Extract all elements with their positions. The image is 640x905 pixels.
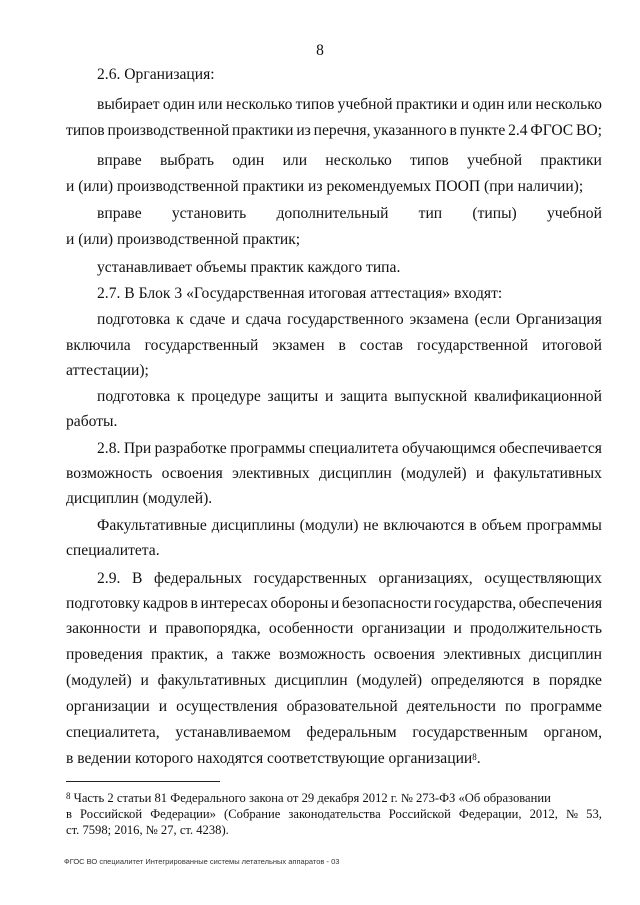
word: Российской: [80, 807, 143, 821]
word: и: [231, 311, 240, 328]
word: типов: [295, 96, 335, 113]
word: вправе: [97, 152, 142, 169]
word: организации: [361, 620, 446, 637]
paragraph-line: [66, 671, 602, 691]
paragraph-line: [97, 151, 602, 171]
word: освоения: [161, 465, 223, 482]
word: 53,: [586, 807, 602, 821]
word: защита: [340, 388, 388, 405]
word: учебной: [546, 205, 602, 222]
paragraph-line: устанавливает объемы практик каждого типа.: [97, 259, 401, 276]
word: государства,: [434, 595, 517, 612]
word: дисциплин: [529, 646, 602, 663]
word: и: [140, 672, 149, 689]
paragraph-line: дисциплин (модулей).: [66, 490, 213, 507]
word: практики: [395, 96, 458, 113]
footnote-text: Часть 2 статьи 81 Федерального закона от 29 декабря 2012 г. № 273-ФЗ «Об образовании: [70, 791, 551, 805]
word: Федерации»: [150, 807, 216, 821]
paragraph-line: [97, 310, 602, 330]
word: устанавливаемом: [175, 724, 291, 741]
word: интересах: [200, 595, 268, 612]
word: дисциплин: [274, 672, 348, 689]
word: несколько: [225, 96, 293, 113]
word: включила: [66, 337, 131, 354]
page-footer: ФГОС ВО специалитет Интегрированные системы летательных аппаратов - 03: [64, 857, 340, 866]
word: определяются: [430, 672, 524, 689]
word: программе: [530, 698, 602, 715]
word: в: [338, 337, 346, 354]
word: один: [232, 152, 265, 169]
word: особенности: [268, 620, 354, 637]
word: безопасности: [341, 595, 432, 612]
word: и: [475, 465, 485, 482]
word: элективных: [232, 465, 310, 482]
word: дисциплин: [318, 465, 392, 482]
word: государственного: [287, 311, 404, 328]
word: деятельности: [406, 698, 497, 715]
word: осуществления: [176, 698, 278, 715]
paragraph-line: [66, 336, 602, 356]
word: освоения: [373, 646, 435, 663]
word: тип: [418, 205, 443, 222]
word: ФГОС: [530, 122, 574, 139]
word: указанного: [373, 122, 447, 139]
paragraph-line: и (или) производственной практик;: [66, 231, 301, 248]
word: производственной: [107, 122, 230, 139]
word: или: [198, 96, 223, 113]
word: Факультативные: [97, 517, 207, 534]
paragraph-line: и (или) производственной практики из рекомендуемых ПООП (при наличии);: [66, 178, 584, 195]
word: практики: [540, 152, 602, 169]
word: 2.4: [508, 122, 528, 139]
word: разработке: [154, 440, 227, 457]
word: объем: [481, 517, 522, 534]
word: подготовку: [66, 595, 141, 612]
word: из: [296, 122, 311, 139]
paragraph-line: [66, 619, 602, 639]
word: также: [231, 646, 271, 663]
paragraph-line: специалитета.: [66, 542, 160, 559]
word: или: [507, 96, 533, 113]
word: процедуре: [191, 388, 261, 405]
word: факультативных: [157, 672, 267, 689]
word: организациях,: [378, 570, 473, 587]
word: государственной: [416, 337, 529, 354]
paragraph-line: аттестации);: [66, 362, 149, 379]
word: состав: [359, 337, 404, 354]
word: Российской: [388, 807, 451, 821]
paragraph-line: [97, 516, 602, 536]
word: сдача: [245, 311, 282, 328]
word: типов: [410, 152, 449, 169]
word: вправе: [97, 205, 142, 222]
footnote-marker: 8: [66, 791, 71, 801]
word: и: [460, 96, 470, 113]
word: подготовка: [97, 311, 171, 328]
footnote-line: [66, 790, 602, 806]
word: продолжительность: [470, 620, 602, 637]
word: организации: [66, 698, 150, 715]
word: обеспечения: [518, 595, 602, 612]
word: При: [123, 440, 152, 457]
word: государственный: [144, 337, 259, 354]
word: в: [66, 807, 72, 821]
paragraph-line: [97, 387, 602, 407]
word: к: [176, 311, 184, 328]
word: не: [363, 517, 379, 534]
word: перечня,: [313, 122, 371, 139]
word: защиты: [267, 388, 319, 405]
word: (типы): [472, 205, 517, 222]
word: подготовка: [97, 388, 171, 405]
word: элективных: [443, 646, 521, 663]
section-2-6-heading: 2.6. Организация:: [97, 66, 215, 83]
paragraph-line: [97, 204, 602, 224]
word: несколько: [535, 96, 602, 113]
word: 2.8.: [97, 440, 121, 457]
word: один: [162, 96, 195, 113]
paragraph-line: работы.: [66, 413, 118, 430]
word: практик,: [151, 646, 209, 663]
word: выпускной: [394, 388, 468, 405]
paragraph-line: [66, 594, 602, 614]
word: Федерации,: [458, 807, 522, 821]
word: а: [216, 646, 224, 663]
word: практики: [232, 122, 294, 139]
word: установить: [171, 205, 247, 222]
word: учебной: [337, 96, 393, 113]
word: в: [190, 595, 198, 612]
word: дополнительный: [276, 205, 389, 222]
word: правопорядка,: [165, 620, 261, 637]
section-2-9-paragraph: [97, 569, 602, 589]
paragraph-line: [66, 121, 602, 141]
word: 2.9.: [97, 570, 121, 587]
word: в: [449, 122, 457, 139]
word: (если: [474, 311, 511, 328]
word: и: [453, 620, 462, 637]
word: программы: [526, 517, 602, 534]
word: (модулей): [66, 672, 132, 689]
section-2-8-paragraph: [97, 439, 602, 459]
page-number: 8: [316, 42, 324, 59]
word: законодательства: [288, 807, 381, 821]
word: специалитета: [308, 440, 399, 457]
word: в: [469, 517, 477, 534]
word: экзамена: [409, 311, 469, 328]
word: порядке: [548, 672, 602, 689]
word: В: [131, 570, 143, 587]
word: выбрать: [159, 152, 214, 169]
paragraph-line: [66, 464, 602, 484]
footnote-line: [66, 806, 602, 822]
word: квалификационной: [473, 388, 602, 405]
paragraph-line: [66, 645, 602, 665]
word: законности: [66, 620, 141, 637]
word: 2012,: [529, 807, 558, 821]
word: факультативных: [493, 465, 602, 482]
word: сдаче: [189, 311, 226, 328]
word: государственных: [253, 570, 367, 587]
word: возможность: [279, 646, 366, 663]
word: ВО;: [576, 122, 602, 139]
word: обеспечивается: [499, 440, 602, 457]
word: включаются: [383, 517, 465, 534]
word: один: [472, 96, 505, 113]
word: и: [325, 388, 334, 405]
paragraph-line: [97, 95, 602, 115]
word: обучающимся: [401, 440, 496, 457]
word: возможность: [66, 465, 153, 482]
paragraph-line: [66, 697, 602, 717]
word: учебной: [467, 152, 523, 169]
word: органом,: [543, 724, 602, 741]
word: образовательной: [286, 698, 398, 715]
word: или: [282, 152, 308, 169]
word: государственным: [412, 724, 528, 741]
word: и: [148, 620, 158, 637]
word: (модулей): [356, 672, 423, 689]
word: программы: [230, 440, 306, 457]
footnote-divider: [66, 781, 220, 782]
section-2-7-heading: 2.7. В Блок 3 «Государственная итоговая аттестация» входят:: [97, 285, 503, 302]
word: и: [158, 698, 168, 715]
word: (Собрание: [224, 807, 281, 821]
word: Организация: [515, 311, 602, 328]
word: несколько: [325, 152, 392, 169]
footnote-reference[interactable]: 8: [472, 752, 477, 762]
word: в: [532, 672, 541, 689]
word: обороны: [270, 595, 329, 612]
word: дисциплины: [211, 517, 295, 534]
paragraph-text: в ведении которого находятся соответствующие организации: [66, 750, 473, 767]
word: (модулей): [400, 465, 467, 482]
word: экзамен: [272, 337, 325, 354]
word: (модули): [299, 517, 359, 534]
word: типов: [66, 122, 105, 139]
footnote-line: ст. 7598; 2016, № 27, ст. 4238).: [66, 823, 229, 837]
word: пункте: [459, 122, 506, 139]
word: проведения: [66, 646, 143, 663]
paragraph-line: в ведении которого находятся соответствующие организации$^8$.: [66, 750, 481, 767]
word: специалитета,: [66, 724, 160, 741]
word: №: [566, 807, 579, 821]
word: и: [330, 595, 340, 612]
word: кадров: [142, 595, 188, 612]
word: федеральных: [153, 570, 242, 587]
word: к: [177, 388, 185, 405]
word: осуществляющих: [484, 570, 602, 587]
word: итоговой: [541, 337, 602, 354]
paragraph-line: [66, 723, 602, 743]
word: федеральным: [306, 724, 397, 741]
word: по: [505, 698, 522, 715]
word: выбирает: [97, 96, 160, 113]
